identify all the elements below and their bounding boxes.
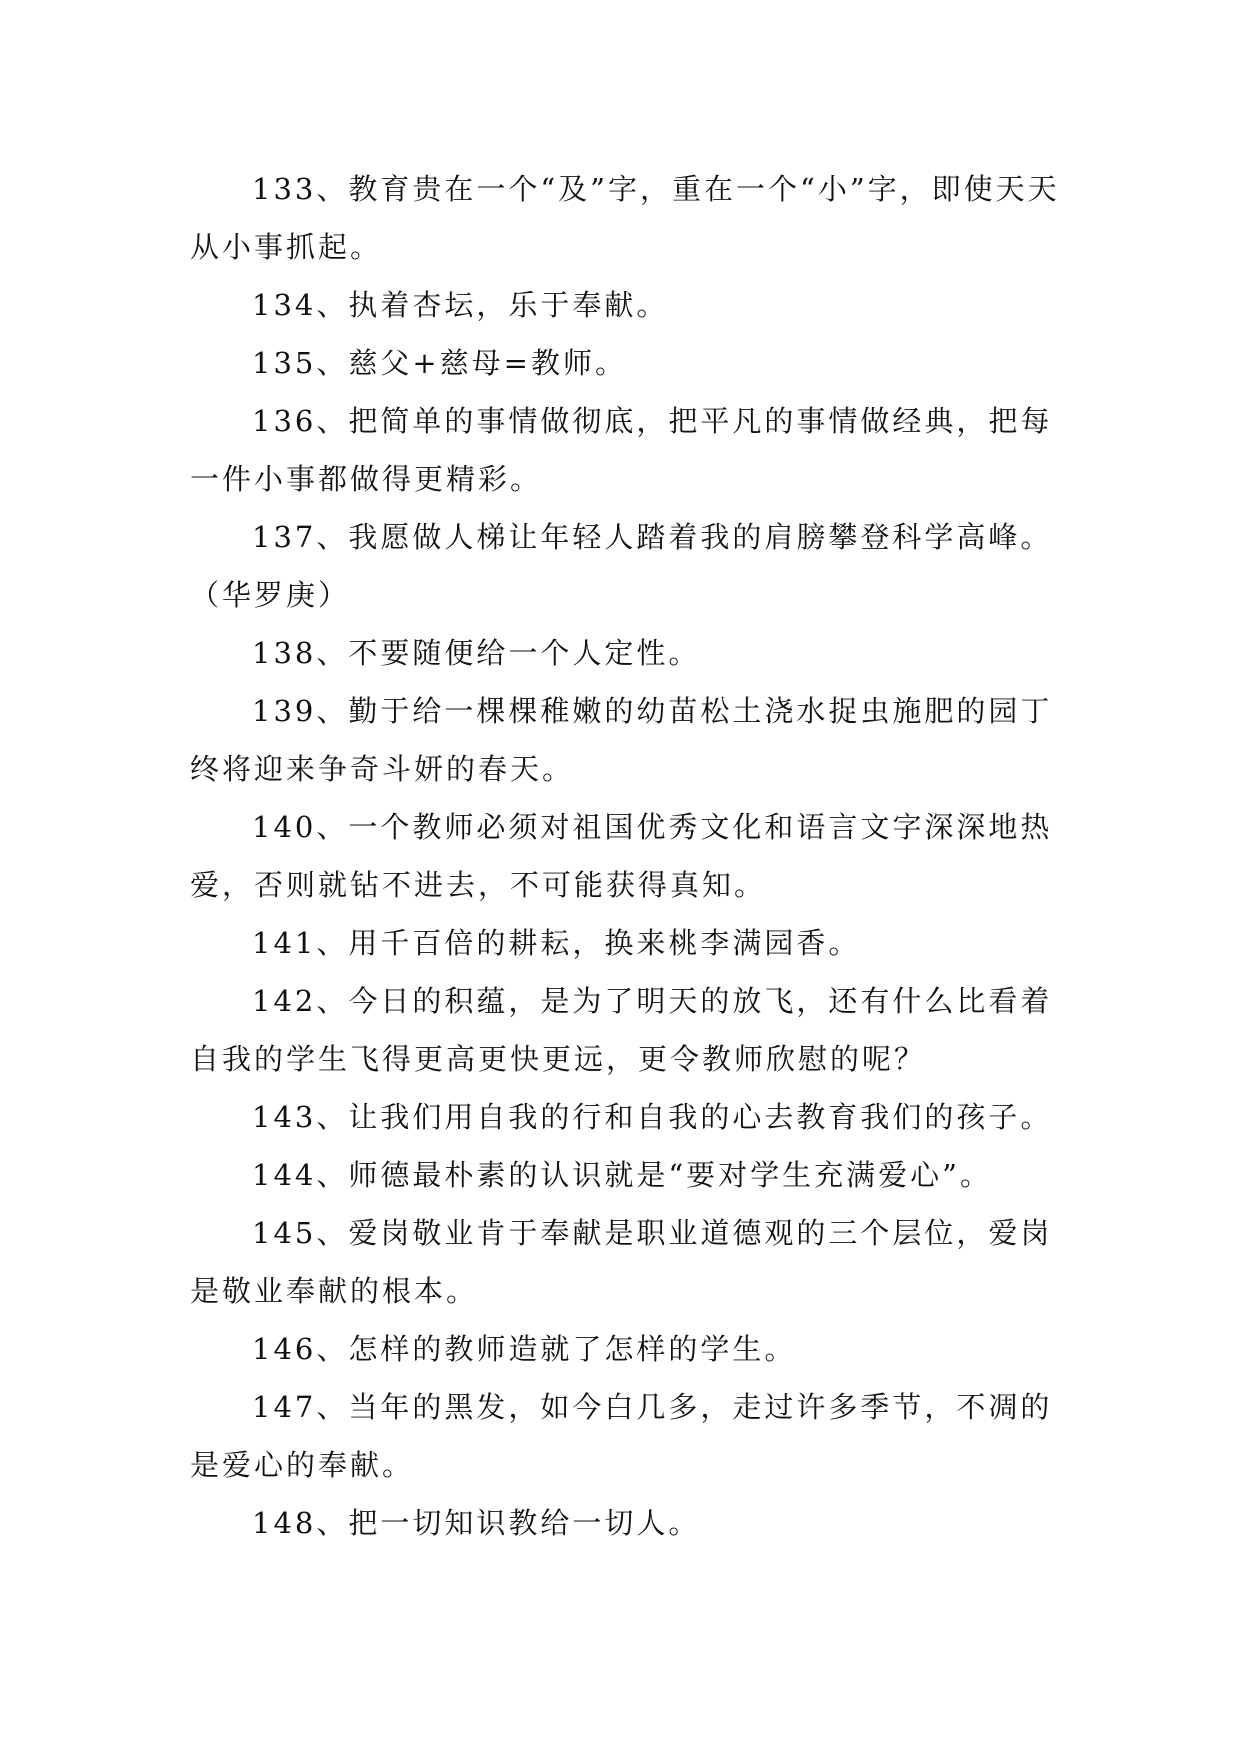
quote-item-144: 144、师德最朴素的认识就是“要对学生充满爱心”。	[252, 1158, 993, 1192]
document-body	[190, 160, 1070, 1552]
quote-item-133: 133、教育贵在一个“及”字，重在一个“小”字，即使天天从小事抓起。	[190, 172, 1060, 264]
quote-item-137: 137、我愿做人梯让年轻人踏着我的肩膀攀登科学高峰。（华罗庚）	[190, 520, 1053, 612]
quote-item-146: 146、怎样的教师造就了怎样的学生。	[252, 1332, 797, 1366]
quote-item-135: 135、慈父+慈母=教师。	[252, 346, 627, 380]
quote-item-134: 134、执着杏坛，乐于奉献。	[252, 288, 669, 322]
quote-item-136: 136、把简单的事情做彻底，把平凡的事情做经典，把每一件小事都做得更精彩。	[190, 404, 1053, 496]
quote-item-138: 138、不要随便给一个人定性。	[252, 636, 701, 670]
quote-item-148: 148、把一切知识教给一切人。	[252, 1506, 701, 1540]
quote-item-140: 140、一个教师必须对祖国优秀文化和语言文字深深地热爱，否则就钻不进去，不可能获得真知。	[190, 810, 1053, 902]
quote-item-141: 141、用千百倍的耕耘，换来桃李满园香。	[252, 926, 861, 960]
quote-item-143: 143、让我们用自我的行和自我的心去教育我们的孩子。	[252, 1100, 1053, 1134]
quote-item-147: 147、当年的黑发，如今白几多，走过许多季节，不凋的是爱心的奉献。	[190, 1390, 1053, 1482]
quote-item-145: 145、爱岗敬业肯于奉献是职业道德观的三个层位，爱岗是敬业奉献的根本。	[190, 1216, 1053, 1308]
quote-item-142: 142、今日的积蕴，是为了明天的放飞，还有什么比看着自我的学生飞得更高更快更远，更令教师欣慰的呢？	[190, 984, 1053, 1076]
quote-item-139: 139、勤于给一棵棵稚嫩的幼苗松土浇水捉虫施肥的园丁终将迎来争奇斗妍的春天。	[190, 694, 1053, 786]
